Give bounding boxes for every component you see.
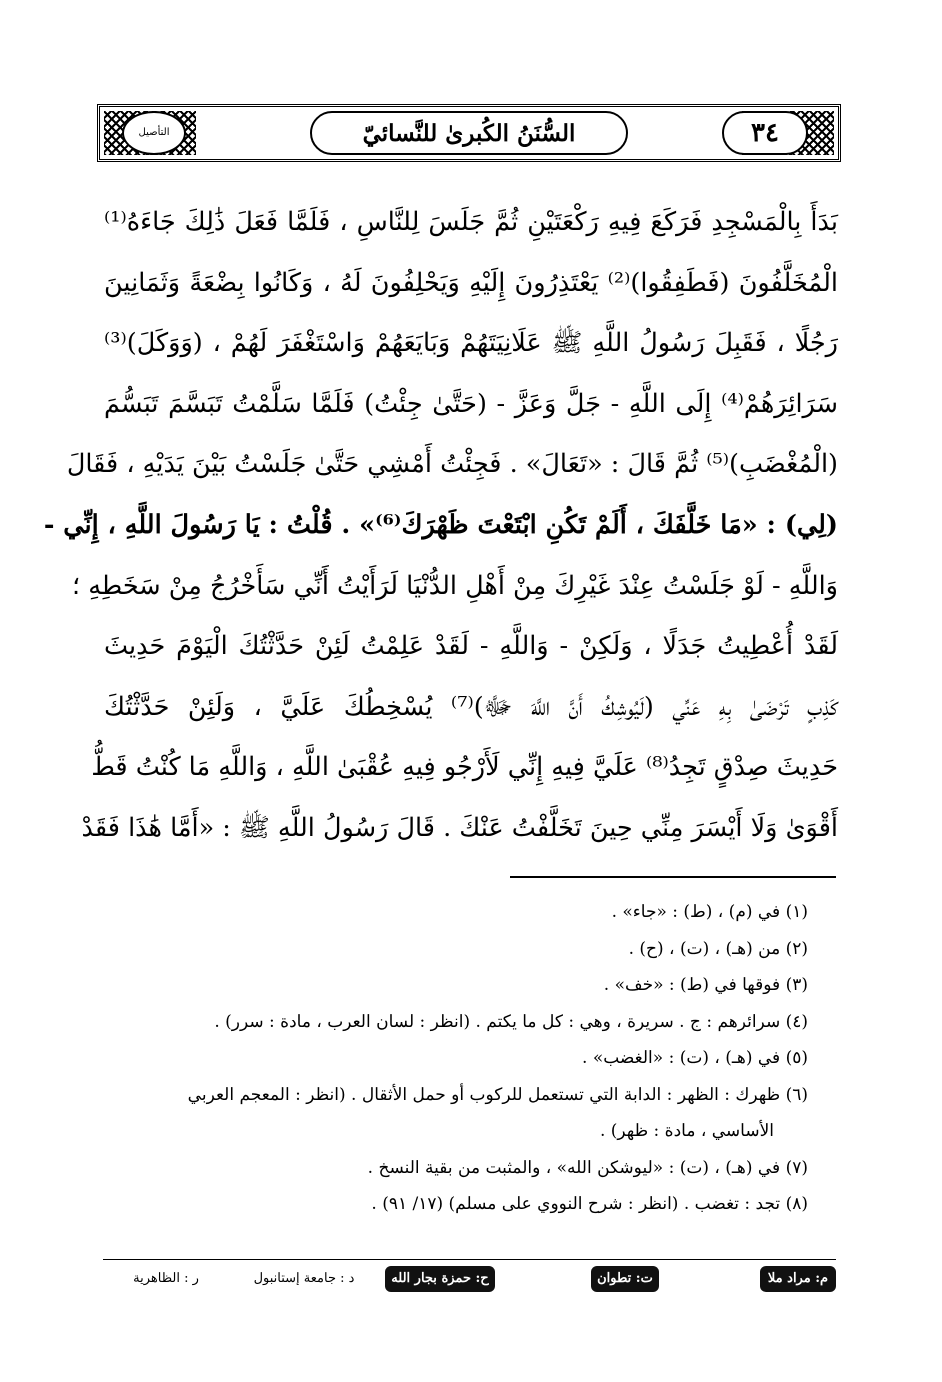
- key-bar-rule: [103, 1259, 836, 1260]
- footnote: (١) في (م) ، (ط) : «جاء» .: [611, 902, 808, 922]
- seal-text: التأصيل: [138, 127, 170, 138]
- footnote: (٨) تجد : تغضب . (انظر : شرح النووي على مسلم) (١٧/ ٩١) .: [371, 1194, 808, 1214]
- text-line: (الْمُغْضَبِ)⁽⁵⁾ ثُمَّ قَالَ : «تَعَالَ» . فَجِئْتُ أَمْشِي حَتَّىٰ جَلَسْتُ بَيْنَ يَدَيْهِ ، فَقَالَ: [66, 449, 838, 480]
- footnote: (٥) في (هـ) ، (ت) : «الغضب» .: [582, 1048, 808, 1068]
- manuscript-key: ر : الظاهرية: [133, 1271, 199, 1286]
- text-line: رَجُلًا ، فَقَبِلَ رَسُولُ اللَّهِ ﷺ عَلَانِيَتَهُمْ وَبَايَعَهُمْ وَاسْتَغْفَرَ لَهُمْ ، (وَوَكَلَ)⁽³⁾: [104, 328, 838, 359]
- text-line: أَقْوَىٰ وَلَا أَيْسَرَ مِنِّي حِينَ تَخَلَّفْتُ عَنْكَ . قَالَ رَسُولُ اللَّهِ ﷺ : «أَمَّا هَٰذَا فَقَدْ: [81, 812, 838, 843]
- footnote-separator: [510, 876, 836, 878]
- running-header: [97, 104, 841, 162]
- footnote-continuation: الأساسي ، مادة : ظهر) .: [599, 1121, 774, 1141]
- text-line: الْمُخَلَّفُونَ (فَطَفِقُوا)⁽²⁾ يَعْتَذِرُونَ إِلَيْهِ وَيَحْلِفُونَ لَهُ ، وَكَانُوا بِضْعَةً وَثَمَانِينَ: [104, 267, 839, 298]
- text-line: بَدَأَ بِالْمَسْجِدِ فَرَكَعَ فِيهِ رَكْعَتَيْنِ ثُمَّ جَلَسَ لِلنَّاسِ ، فَلَمَّا فَعَلَ ذَٰلِكَ جَاءَهُ⁽¹⁾: [104, 207, 838, 237]
- footnote: (٦) ظهرك : الظهر : الدابة التي تستعمل للركوب أو حمل الأثقال . (انظر : المعجم العربي: [187, 1084, 808, 1105]
- running-title: السُّنَنُ الكُبرىٰ للنَّسائيّ: [310, 111, 628, 155]
- manuscript-key: ح: حمزة بجار الله: [385, 1266, 495, 1292]
- footnote: (٢) من (هـ) ، (ت) ، (ح) .: [628, 938, 808, 959]
- manuscript-key: ت: تطوان: [591, 1266, 659, 1292]
- text-line: حَدِيثَ صِدْقٍ تَجِدُ⁽⁸⁾ عَلَيَّ فِيهِ إِنِّي لَأَرْجُو فِيهِ عُقْبَىٰ اللَّهِ ، وَاللَّهِ مَا كُنْتُ قَطُّ: [91, 752, 838, 783]
- manuscript-key: م: مراد ملا: [760, 1266, 836, 1292]
- footnote: (٣) فوقها في (ط) : «خف» .: [603, 975, 808, 995]
- page-number: ٣٤: [722, 111, 808, 155]
- manuscript-key: د : جامعة إستانبول: [253, 1271, 355, 1286]
- text-line: لَقَدْ أُعْطِيتُ جَدَلًا ، وَلَكِنْ - وَاللَّهِ - لَقَدْ عَلِمْتُ لَئِنْ حَدَّثْتُكَ الْيَوْمَ حَدِيثَ: [104, 631, 838, 662]
- text-line: وَاللَّهِ - لَوْ جَلَسْتُ عِنْدَ غَيْرِكَ مِنْ أَهْلِ الدُّنْيَا لَرَأَيْتُ أَنِّي سَأَخْرُجُ مِنْ سَخَطِهِ ؛: [72, 570, 838, 601]
- footnote: (٤) سرائرهم : ج . سريرة ، وهي : كل ما يكتم . (انظر : لسان العرب ، مادة : سرر) .: [214, 1011, 808, 1032]
- text-line: (لِي) : «مَا خَلَّفَكَ ، أَلَمْ تَكُنِ ابْتَعْتَ ظَهْرَكَ⁽⁶⁾» . قُلْتُ : يَا رَسُولَ اللَّهِ ، إِنِّي -: [43, 509, 838, 540]
- manuscript-key-bar: [103, 1266, 836, 1296]
- text-line: سَرَائِرَهُمْ⁽⁴⁾ إِلَى اللَّهِ - جَلَّ وَعَزَّ - (حَتَّىٰ جِئْتُ) فَلَمَّا سَلَّمْتُ تَبَسَّمَ تَبَسُّمَ: [104, 388, 838, 419]
- footnotes: [100, 894, 808, 1223]
- footnote: (٧) في (هـ) ، (ت) : «ليوشكن الله» ، والمثبت من بقية النسخ .: [367, 1157, 808, 1178]
- publisher-seal: [122, 111, 186, 155]
- text-line: كَذِبٍ تَرْضَىٰ بِهِ عَنِّي (لَيُوشِكُ أَنَّ اللَّهَ ﷻ)⁽⁷⁾ يُسْخِطُكَ عَلَيَّ ، وَلَئِنْ حَدَّثْتُكَ: [104, 691, 838, 722]
- main-text: [43, 192, 839, 859]
